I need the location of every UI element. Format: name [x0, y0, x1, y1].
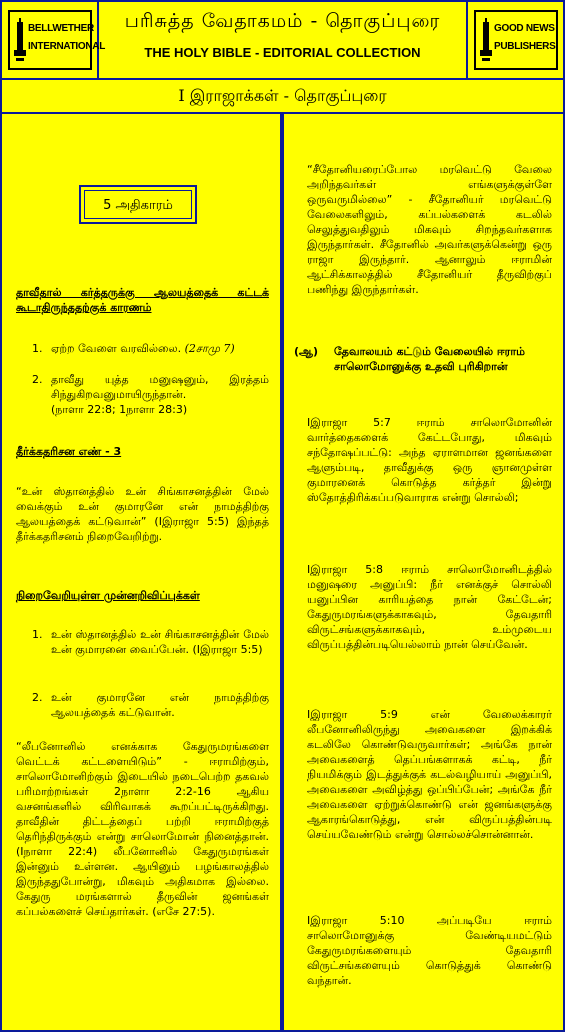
good-news-logo	[474, 10, 558, 70]
list-item	[32, 341, 269, 356]
paragraph: “லீபனோனில் எனக்காக கேதுருமரங்களை வெட்டக் கட்டளையிடும்” - ஈராமிற்கும், சாலொமோனிற்கும் இடையில் நடைபெற்ற தகவல் பரிமாற்றங்கள் 2நாளா 2:2-16 ஆகிய வசனங்களில் விரிவாகக் கூறப்பட்டிருக்கிறது. தாவீதின் திட்டத்தைப் பற்றி ஈராமிற்குத் தெரிந்திருக்கும் என்று சாலொமோன் நினைத்தான். (Iநாளா 22:4) லீபனோனில் கேதுருமரங்கள் இன்னும் உள்ளன. ஆயினும் பழங்காலத்தில் இருந்ததுபோன்று, மிகவும் அதிகமாக இல்லை. கேதுரு மரங்களால் தீருவின் ஜனங்கள் கப்பல்களைச் செய்தார்கள். (எசே 27:5).	[16, 740, 269, 918]
book-subheader: I இராஜாக்கள் - தொகுப்புரை	[2, 80, 563, 114]
fulfilled-heading: நிறைவேறியுள்ள முன்னறிவிப்புக்கள்	[16, 589, 200, 602]
sub-section-label: (ஆ)	[294, 345, 318, 358]
bible-logo-icon	[14, 18, 26, 62]
prophecy-heading: தீர்க்கதரிசன எண் - 3	[16, 445, 122, 458]
verse-paragraph: Iஇராஜா 5:8 ஈராம் சாலொமோனிடத்தில் மனுஷரை அனுப்பி: நீர் எனக்குச் சொல்லி யனுப்பின காரியத்தை நான் கேட்டேன்; கேதுருமரங்களுக்காகவும், தேவதாரி விருட்சங்களுக்காகவும், உம்முடைய விருப்பத்தின்படியெல்லாம் நான் செய்வேன்.	[307, 563, 552, 651]
list-text: ஏற்ற வேளை வரவில்லை. (2சாமு 7)	[51, 342, 235, 355]
verse-paragraph: Iஇராஜா 5:7 ஈராம் சாலொமோனின் வார்த்தைகளைக் கேட்டபோது, மிகவும் சந்தோஷப்பட்டு: அந்த ஏராளமான ஜனங்களை ஆளும்படி, தாவீதுக்கு ஒரு ஞானமுள்ள குமாரனைக் கொடுத்த கர்த்தர் இன்று ஸ்தோத்திரிக்கப்படுவாராக என்று சொல்லி;	[307, 416, 552, 504]
right-logo-box	[466, 2, 563, 78]
left-logo-box	[2, 2, 106, 78]
list-number: 2.	[32, 373, 43, 386]
paragraph: “சீதோனியரைப்போல மரவெட்டு வேலை அறிந்தவர்கள் எங்களுக்குள்ளே ஒருவருமில்லை” - சீதோனியர் மரவெட்டு வேலைகளிலும், கப்பல்களைக் கடலில் செலுத்துவதிலும் மிகவும் சிறந்தவர்களாக இருந்தார்கள். சீதோனில் அவர்களுக்கென்று ஒரு ராஜா இருந்தார். ஆனாலும் ஈராமின் ஆட்சிக்காலத்தில் சீதோனியர் தீருவிற்குப் பணிந்து இருந்தார்கள்.	[307, 163, 552, 296]
header-title-box	[99, 2, 466, 78]
list-item	[32, 690, 269, 720]
column-divider	[280, 114, 284, 1030]
title-english: THE HOLY BIBLE - EDITORIAL COLLECTION	[144, 45, 421, 60]
chapter-box	[79, 185, 197, 224]
verse-paragraph: Iஇராஜா 5:9 என் வேலைக்காரர் லீபனோனிலிருந்து அவைகளை இறக்கிக் கடலிலே கொண்டுவருவார்கள்; அங்கே நான் அவைகளைத் தெப்பங்களாகக் கட்டி, நீர் நியமிக்கும் இடத்துக்குக் கடல்வழியாய் அனுப்பி, அவைகளை அவிழ்த்து ஒப்பிப்பேன்; அங்கே நீர் அவைகளை ஏற்றுக்கொண்டு என் ஜனங்களுக்கு ஆகாரங்கொடுத்து, என் விருப்பத்தின்படி செய்யவேண்டும் என்று சொல்லச்சொன்னான்.	[307, 708, 552, 841]
list-number: 2.	[32, 691, 43, 704]
left-logo-text: BELLWETHER INTERNATIONAL	[28, 23, 106, 52]
chapter-title: 5 அதிகாரம்	[84, 190, 192, 219]
list-text: உன் குமாரனே என் நாமத்திற்கு ஆலயத்தைக் கட்டுவான்.	[51, 691, 269, 719]
right-logo-text: GOOD NEWS PUBLISHERS	[494, 23, 556, 52]
header	[2, 2, 563, 80]
sub-section	[294, 344, 552, 374]
title-tamil: பரிசுத்த வேதாகமம் - தொகுப்புரை	[124, 10, 441, 32]
paragraph: “உன் ஸ்தானத்தில் உன் சிங்காசனத்தின் மேல் வைக்கும் உன் குமாரனே என் நாமத்திற்கு ஆலயத்தைக் கட்டுவான்” (Iஇராஜா 5:5) இந்தத் தீர்க்கதரிசனம் நிறைவேறிற்று.	[16, 485, 269, 543]
bible-logo-icon	[480, 18, 492, 62]
verse-paragraph: Iஇராஜா 5:10 அப்படியே ஈராம் சாலொமோனுக்கு வேண்டியமட்டும் கேதுருமரங்களையும் தேவதாரி விருட்சங்களையும் கொடுத்துக் கொண்டு வந்தான்.	[307, 914, 552, 987]
list-number: 1.	[32, 628, 43, 641]
sub-section-heading: தேவாலயம் கட்டும் வேலையில் ஈராம் சாலொமோனுக்கு உதவி புரிகிறான்	[334, 345, 525, 373]
list-item	[32, 627, 269, 657]
bellwether-logo	[8, 10, 106, 70]
list-number: 1.	[32, 342, 43, 355]
section-heading: தாவீதால் கர்த்தருக்கு ஆலயத்தைக் கட்டக் கூடாதிருந்ததற்குக் காரணம்	[16, 286, 269, 314]
list-text: உன் ஸ்தானத்தில் உன் சிங்காசனத்தின் மேல் உன் குமாரனை வைப்பேன். (Iஇராஜா 5:5)	[51, 628, 269, 656]
list-item	[32, 372, 269, 417]
list-text: தாவீது யுத்த மனுஷனும், இரத்தம் சிந்துகிறவனுமாயிருந்தான். (நாளா 22:8; 1நாளா 28:3)	[51, 373, 269, 416]
